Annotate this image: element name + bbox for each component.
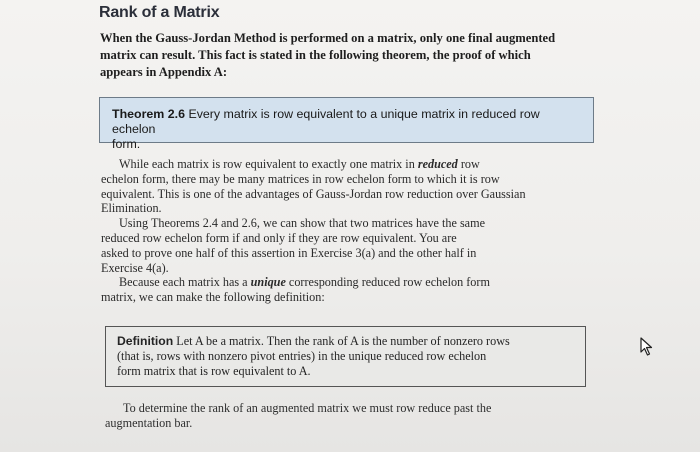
definition-line	[117, 334, 577, 349]
body-paragraphs	[101, 157, 597, 305]
definition-line: form matrix that is row equivalent to A.	[117, 364, 311, 378]
paragraph-line: echelon form, there may be many matrices in row echelon form to which it is row	[101, 171, 500, 186]
paragraph-line: asked to prove one half of this assertion in Exercise 3(a) and the other half in	[101, 245, 477, 260]
paragraph-line: matrix, we can make the following definition:	[101, 290, 325, 305]
paragraph-line: reduced row echelon form if and only if they are row equivalent. You are	[101, 230, 457, 245]
section-heading: Rank of a Matrix	[99, 4, 220, 21]
theorem-label: Theorem 2.6	[112, 107, 185, 121]
theorem-text: Every matrix is row equivalent to a unique matrix in reduced row echelon	[112, 107, 540, 136]
paragraph-line: Exercise 4(a).	[101, 260, 169, 275]
paragraph-line	[101, 157, 597, 172]
paragraph-line: equivalent. This is one of the advantages of Gauss-Jordan row reduction over Gaussian	[101, 186, 526, 201]
text-run: While each matrix is row equivalent to exactly one matrix in	[119, 157, 418, 171]
text-run: Let A be a matrix. Then the rank of A is the number of nonzero rows	[173, 334, 510, 348]
paragraph-line: Using Theorems 2.4 and 2.6, we can show that two matrices have the same	[119, 216, 485, 231]
intro-paragraph	[100, 30, 602, 81]
paragraph-line: To determine the rank of an augmented matrix we must row reduce past the	[123, 401, 492, 415]
emphasis-text: reduced	[417, 157, 458, 171]
intro-line: matrix can result. This fact is stated in the following theorem, the proof of which	[100, 48, 531, 62]
closing-paragraph	[105, 401, 595, 431]
definition-box	[105, 326, 586, 387]
text-run: row	[457, 157, 480, 171]
paragraph-line: augmentation bar.	[105, 416, 193, 430]
theorem-box	[99, 97, 594, 151]
definition-line: (that is, rows with nonzero pivot entries) in the unique reduced row echelon	[117, 349, 487, 363]
mouse-pointer-icon	[639, 337, 655, 357]
intro-line: appears in Appendix A:	[100, 65, 228, 79]
theorem-text-cont: form.	[112, 137, 141, 151]
emphasis-text: unique	[250, 275, 286, 290]
definition-label: Definition	[117, 334, 174, 348]
paragraph-line: Elimination.	[101, 201, 162, 216]
text-run: corresponding reduced row echelon form	[285, 275, 490, 290]
paragraph-line	[101, 275, 597, 290]
intro-line: When the Gauss-Jordan Method is performed on a matrix, only one final augmented	[100, 31, 556, 45]
text-run: Because each matrix has a	[119, 275, 251, 290]
